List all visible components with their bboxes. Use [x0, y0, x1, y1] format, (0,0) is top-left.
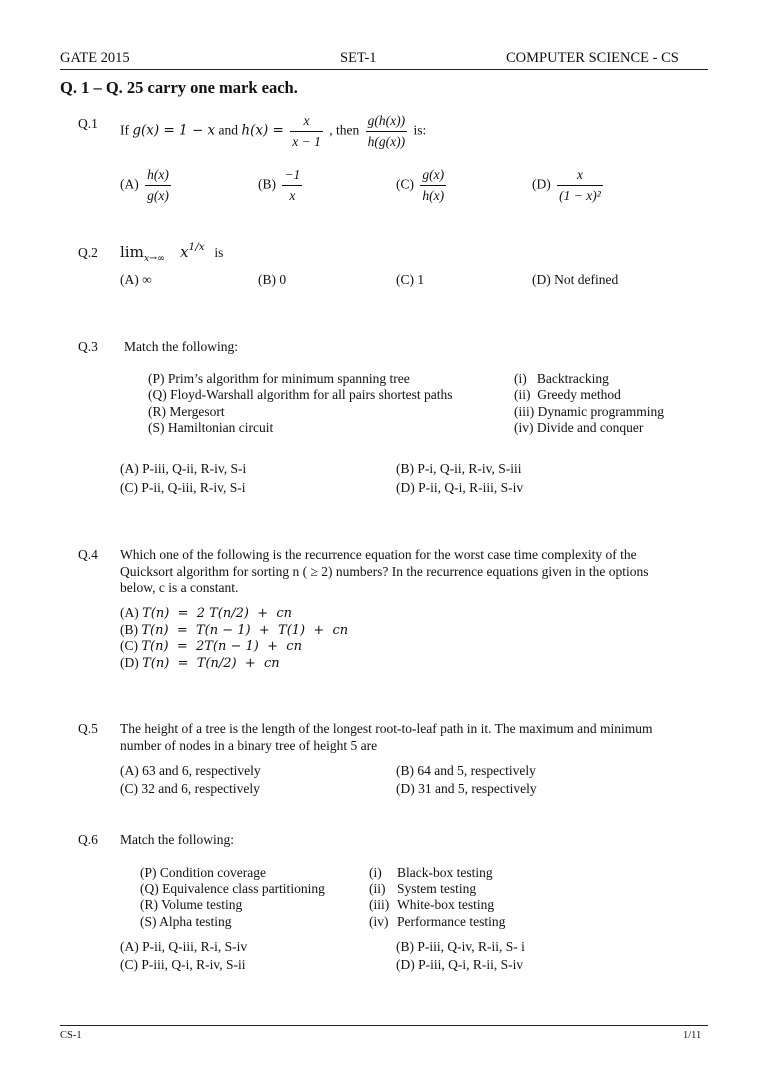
q2-option-b: (B) 0 [258, 272, 287, 287]
q1-option-c-label: (C) [396, 176, 414, 192]
q4-option-a [120, 605, 292, 621]
q4-option-b-equation: T(n) = T(n − 1) + T(1) + cn [141, 623, 349, 638]
q3-right-iv: (iv) Divide and conquer [514, 420, 644, 435]
footer-rule [60, 1025, 708, 1026]
q4-option-c-label: (C) [120, 638, 138, 653]
header-exam: GATE 2015 [60, 50, 130, 66]
q1-option-d-label: (D) [532, 176, 551, 192]
q1-g-definition: g(x) = 1 − x [132, 122, 216, 139]
q1-option-a-fraction [145, 167, 171, 204]
q4-option-a-equation: T(n) = 2 T(n/2) + cn [142, 606, 293, 621]
q1-option-d-fraction [557, 167, 603, 204]
q6-right-i: Black-box testing [397, 865, 493, 880]
q1-option-c-num: g(x) [420, 167, 446, 186]
header-rule [60, 69, 708, 70]
q1-is: is: [413, 122, 427, 138]
q6-option-c: (C) P-iii, Q-i, R-iv, S-ii [120, 957, 246, 972]
q3-option-a: (A) P-iii, Q-ii, R-iv, S-i [120, 461, 247, 476]
q1-stem [120, 113, 426, 150]
q5-number: Q.5 [78, 721, 98, 736]
q1-gh-fraction [366, 113, 407, 150]
q1-option-d-den: (1 − x)² [559, 188, 601, 203]
q6-right-iii: White-box testing [397, 897, 495, 912]
q6-left-r: (R) Volume testing [140, 897, 243, 912]
q3-left-q: (Q) Floyd-Warshall algorithm for all pairs shortest paths [148, 387, 453, 402]
q6-right-iv: Performance testing [397, 914, 506, 929]
q4-number: Q.4 [78, 547, 98, 562]
q6-right-label-ii: (ii) [369, 881, 386, 896]
q6-stem: Match the following: [120, 832, 234, 847]
q1-h-numerator: x [290, 113, 323, 132]
q1-h-fraction [290, 113, 323, 150]
q4-option-c-equation: T(n) = 2T(n − 1) + cn [141, 639, 302, 654]
q6-left-q: (Q) Equivalence class partitioning [140, 881, 325, 896]
q6-right-label-iv: (iv) [369, 914, 389, 929]
q3-option-b: (B) P-i, Q-ii, R-iv, S-iii [396, 461, 522, 476]
q5-option-d: (D) 31 and 5, respectively [396, 781, 537, 796]
q5-option-c: (C) 32 and 6, respectively [120, 781, 260, 796]
q4-line-1: Which one of the following is the recurrence equation for the worst case time complexity of the [120, 547, 637, 562]
q3-number: Q.3 [78, 339, 98, 354]
q3-stem: Match the following: [124, 339, 238, 354]
q4-option-c [120, 638, 302, 654]
q1-option-c-fraction [420, 167, 446, 204]
q2-is: is [214, 245, 224, 260]
q2-expression: x [180, 243, 189, 261]
q1-option-d [532, 167, 606, 204]
q1-h-lhs: h(x) = [241, 122, 284, 139]
q1-option-a [120, 167, 174, 204]
q5-option-a: (A) 63 and 6, respectively [120, 763, 261, 778]
footer-page-number: 1/11 [683, 1030, 702, 1041]
q6-option-b: (B) P-iii, Q-iv, R-ii, S- i [396, 939, 525, 954]
q3-right-i: (i) Backtracking [514, 371, 609, 386]
q6-right-label-iii: (iii) [369, 897, 390, 912]
q1-number: Q.1 [78, 116, 98, 131]
q2-lim-subscript: x→∞ [143, 253, 166, 264]
q2-option-d: (D) Not defined [532, 272, 619, 287]
q2-number: Q.2 [78, 245, 98, 260]
q1-option-a-label: (A) [120, 176, 139, 192]
q4-option-d [120, 655, 280, 671]
footer-code: CS-1 [60, 1030, 82, 1041]
q1-option-b-num: −1 [282, 167, 302, 186]
q1-and: and [218, 122, 239, 138]
q6-left-s: (S) Alpha testing [140, 914, 232, 929]
q2-stem [120, 243, 223, 262]
q3-option-c: (C) P-ii, Q-iii, R-iv, S-i [120, 480, 246, 495]
q1-option-a-num: h(x) [145, 167, 171, 186]
q6-number: Q.6 [78, 832, 98, 847]
q1-option-b-fraction [282, 167, 302, 204]
q1-option-b [258, 167, 305, 204]
q4-line-3: below, c is a constant. [120, 580, 239, 595]
q6-right-label-i: (i) [369, 865, 382, 880]
q3-right-ii: (ii) Greedy method [514, 387, 621, 402]
section-title: Q. 1 – Q. 25 carry one mark each. [60, 78, 298, 97]
q4-option-b [120, 622, 348, 638]
q1-option-c-den: h(x) [422, 188, 445, 203]
header-set: SET-1 [340, 50, 377, 66]
q1-option-b-label: (B) [258, 176, 276, 192]
q4-option-d-label: (D) [120, 655, 139, 670]
q4-option-d-equation: T(n) = T(n/2) + cn [142, 656, 280, 671]
q6-left-p: (P) Condition coverage [140, 865, 266, 880]
q2-option-a: (A) ∞ [120, 272, 152, 287]
q2-exponent: 1/x [188, 241, 205, 253]
q1-option-c [396, 167, 449, 204]
q1-option-b-den: x [289, 188, 296, 203]
q5-option-b: (B) 64 and 5, respectively [396, 763, 536, 778]
q1-gh-denominator: h(g(x)) [367, 134, 406, 149]
q1-h-denominator: x − 1 [292, 134, 321, 149]
q3-option-d: (D) P-ii, Q-i, R-iii, S-iv [396, 480, 524, 495]
q2-lim: lim [120, 243, 144, 261]
q1-gh-numerator: g(h(x)) [366, 113, 407, 132]
q1-option-d-num: x [557, 167, 603, 186]
q1-then: , then [329, 122, 360, 138]
q2-option-c: (C) 1 [396, 272, 425, 287]
q6-option-d: (D) P-iii, Q-i, R-ii, S-iv [396, 957, 524, 972]
q3-right-iii: (iii) Dynamic programming [514, 404, 664, 419]
q3-left-s: (S) Hamiltonian circuit [148, 420, 274, 435]
q4-option-a-label: (A) [120, 605, 139, 620]
q1-option-a-den: g(x) [147, 188, 169, 203]
q4-line-2: Quicksort algorithm for sorting n ( ≥ 2) numbers? In the recurrence equations given in the options [120, 564, 649, 579]
q5-line-2: number of nodes in a binary tree of height 5 are [120, 738, 378, 753]
q3-left-p: (P) Prim’s algorithm for minimum spanning tree [148, 371, 410, 386]
q1-if: If [120, 122, 129, 138]
q5-line-1: The height of a tree is the length of the longest root-to-leaf path in it. The maximum and minimum [120, 721, 653, 736]
q4-option-b-label: (B) [120, 622, 138, 637]
q3-left-r: (R) Mergesort [148, 404, 225, 419]
header-subject: COMPUTER SCIENCE - CS [506, 50, 679, 66]
q6-option-a: (A) P-ii, Q-iii, R-i, S-iv [120, 939, 248, 954]
q6-right-ii: System testing [397, 881, 477, 896]
